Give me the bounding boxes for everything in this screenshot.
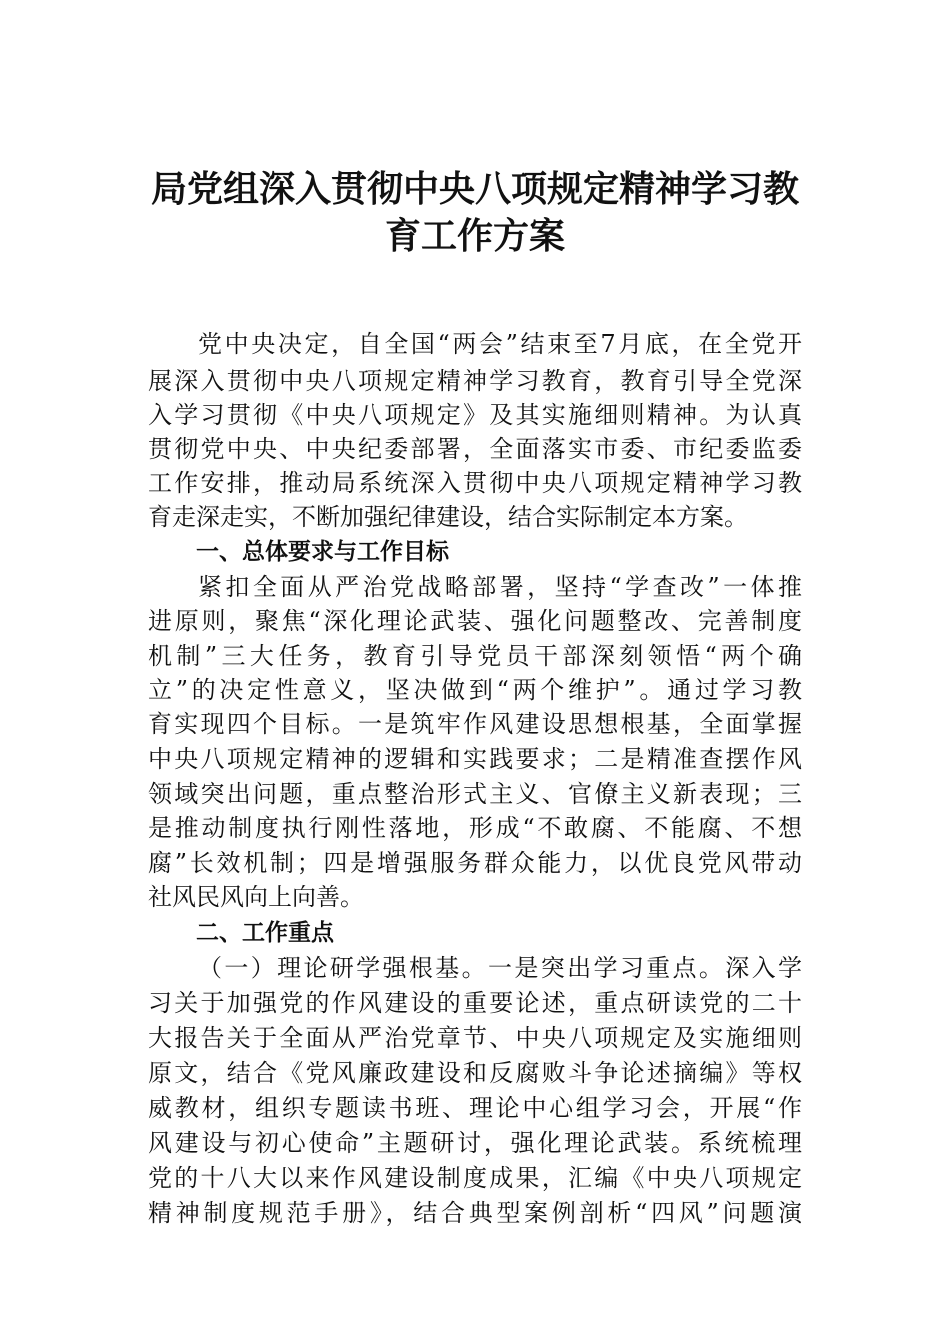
section-1-line: 机制”三大任务，教育引导党员干部深刻领悟“两个确	[148, 642, 802, 670]
section-2-heading: 二、工作重点	[196, 920, 334, 946]
section-2-line: 大报告关于全面从严治党章节、中央八项规定及实施细则	[148, 1024, 802, 1052]
section-1-line: 进原则，聚焦“深化理论武装、强化问题整改、完善制度	[148, 607, 802, 635]
section-2-line: 党的十八大以来作风建设制度成果，汇编《中央八项规定	[148, 1164, 802, 1192]
section-2-line: 原文，结合《党风廉政建设和反腐败斗争论述摘编》等权	[148, 1059, 802, 1087]
section-2-line: 精神制度规范手册》，结合典型案例剖析“四风”问题演	[148, 1199, 802, 1227]
section-1-heading: 一、总体要求与工作目标	[196, 539, 449, 565]
section-1-line: 腐”长效机制；四是增强服务群众能力，以优良党风带动	[148, 849, 802, 877]
intro-paragraph-line: 党中央决定，自全国“两会”结束至7月底，在全党开	[198, 330, 802, 358]
section-2-line: 风建设与初心使命”主题研讨，强化理论武装。系统梳理	[148, 1129, 802, 1157]
intro-paragraph-line: 育走深走实，不断加强纪律建设，结合实际制定本方案。	[148, 503, 748, 531]
section-1-line: 领域突出问题，重点整治形式主义、官僚主义新表现；三	[148, 780, 802, 808]
intro-paragraph-line: 工作安排，推动局系统深入贯彻中央八项规定精神学习教	[148, 469, 802, 497]
section-1-line: 立”的决定性意义，坚决做到“两个维护”。通过学习教	[148, 676, 802, 704]
document-title-line-2: 育工作方案	[384, 215, 565, 257]
section-1-line: 社风民风向上向善。	[148, 883, 364, 911]
section-2-line: （一）理论研学强根基。一是突出学习重点。深入学	[198, 954, 802, 982]
intro-paragraph-line: 展深入贯彻中央八项规定精神学习教育，教育引导全党深	[148, 367, 802, 395]
section-1-line: 育实现四个目标。一是筑牢作风建设思想根基，全面掌握	[148, 710, 802, 738]
intro-paragraph-line: 入学习贯彻《中央八项规定》及其实施细则精神。为认真	[148, 401, 802, 429]
section-1-line: 紧扣全面从严治党战略部署，坚持“学查改”一体推	[198, 573, 802, 601]
section-2-line: 习关于加强党的作风建设的重要论述，重点研读党的二十	[148, 989, 802, 1017]
section-1-line: 是推动制度执行刚性落地，形成“不敢腐、不能腐、不想	[148, 814, 802, 842]
section-2-line: 威教材，组织专题读书班、理论中心组学习会，开展“作	[148, 1094, 802, 1122]
intro-paragraph-line: 贯彻党中央、中央纪委部署，全面落实市委、市纪委监委	[148, 435, 802, 463]
document-title-line-1: 局党组深入贯彻中央八项规定精神学习教	[150, 168, 799, 210]
section-1-line: 中央八项规定精神的逻辑和实践要求；二是精准查摆作风	[148, 745, 802, 773]
